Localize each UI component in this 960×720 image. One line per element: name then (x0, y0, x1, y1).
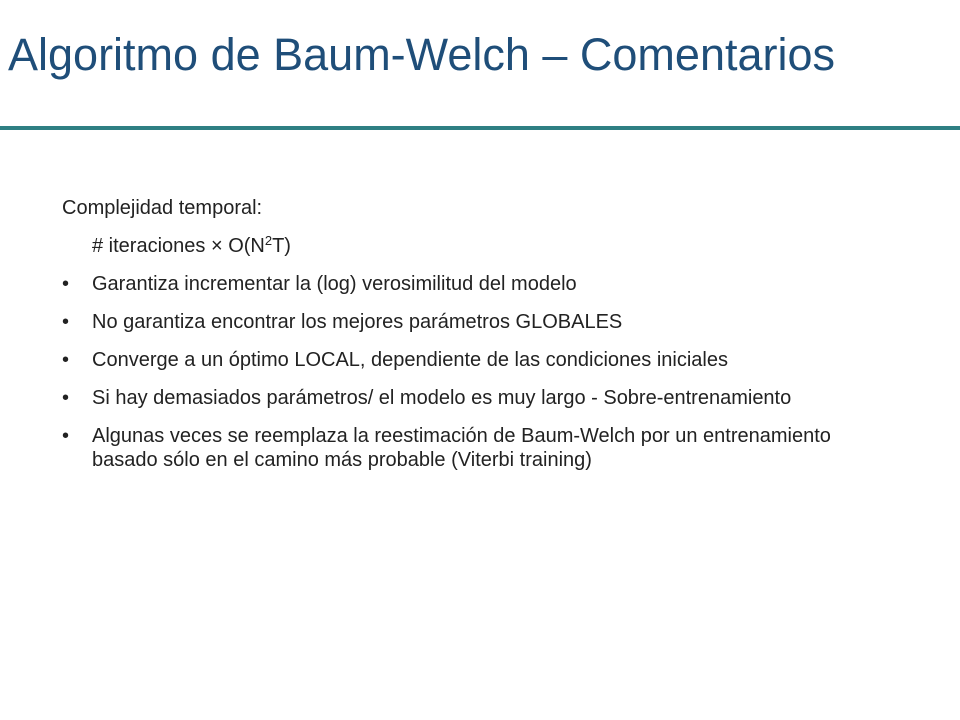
bullet-marker: • (62, 311, 70, 333)
title-divider (0, 126, 960, 130)
bullet-item (62, 424, 882, 472)
bullet-marker: • (62, 349, 70, 371)
bullet-item (62, 310, 882, 334)
bullet-marker: • (62, 273, 70, 295)
bullet-text: Converge a un óptimo LOCAL, dependiente de las condiciones iniciales (92, 349, 728, 371)
bullet-marker: • (62, 425, 70, 447)
bullet-item (62, 272, 882, 296)
bullet-text: Algunas veces se reemplaza la reestimación de Baum-Welch por un entrenamiento basado sólo en el camino más probable (Viterbi training) (92, 425, 831, 471)
formula-prefix: # iteraciones × O(N (92, 235, 265, 257)
complexity-label: Complejidad temporal: (62, 197, 263, 219)
bullet-text: Si hay demasiados parámetros/ el modelo es muy largo - Sobre-entrenamiento (92, 387, 792, 409)
slide-body (62, 196, 882, 486)
formula-suffix: T) (272, 235, 291, 257)
bullet-text: Garantiza incrementar la (log) verosimilitud del modelo (92, 273, 577, 295)
formula-exponent: 2 (264, 233, 273, 248)
bullet-item (62, 386, 882, 410)
bullet-text: No garantiza encontrar los mejores parámetros GLOBALES (92, 311, 623, 333)
slide-title: Algoritmo de Baum-Welch – Comentarios (8, 29, 836, 80)
bullet-item (62, 348, 882, 372)
complexity-formula (62, 234, 882, 258)
bullet-marker: • (62, 387, 70, 409)
